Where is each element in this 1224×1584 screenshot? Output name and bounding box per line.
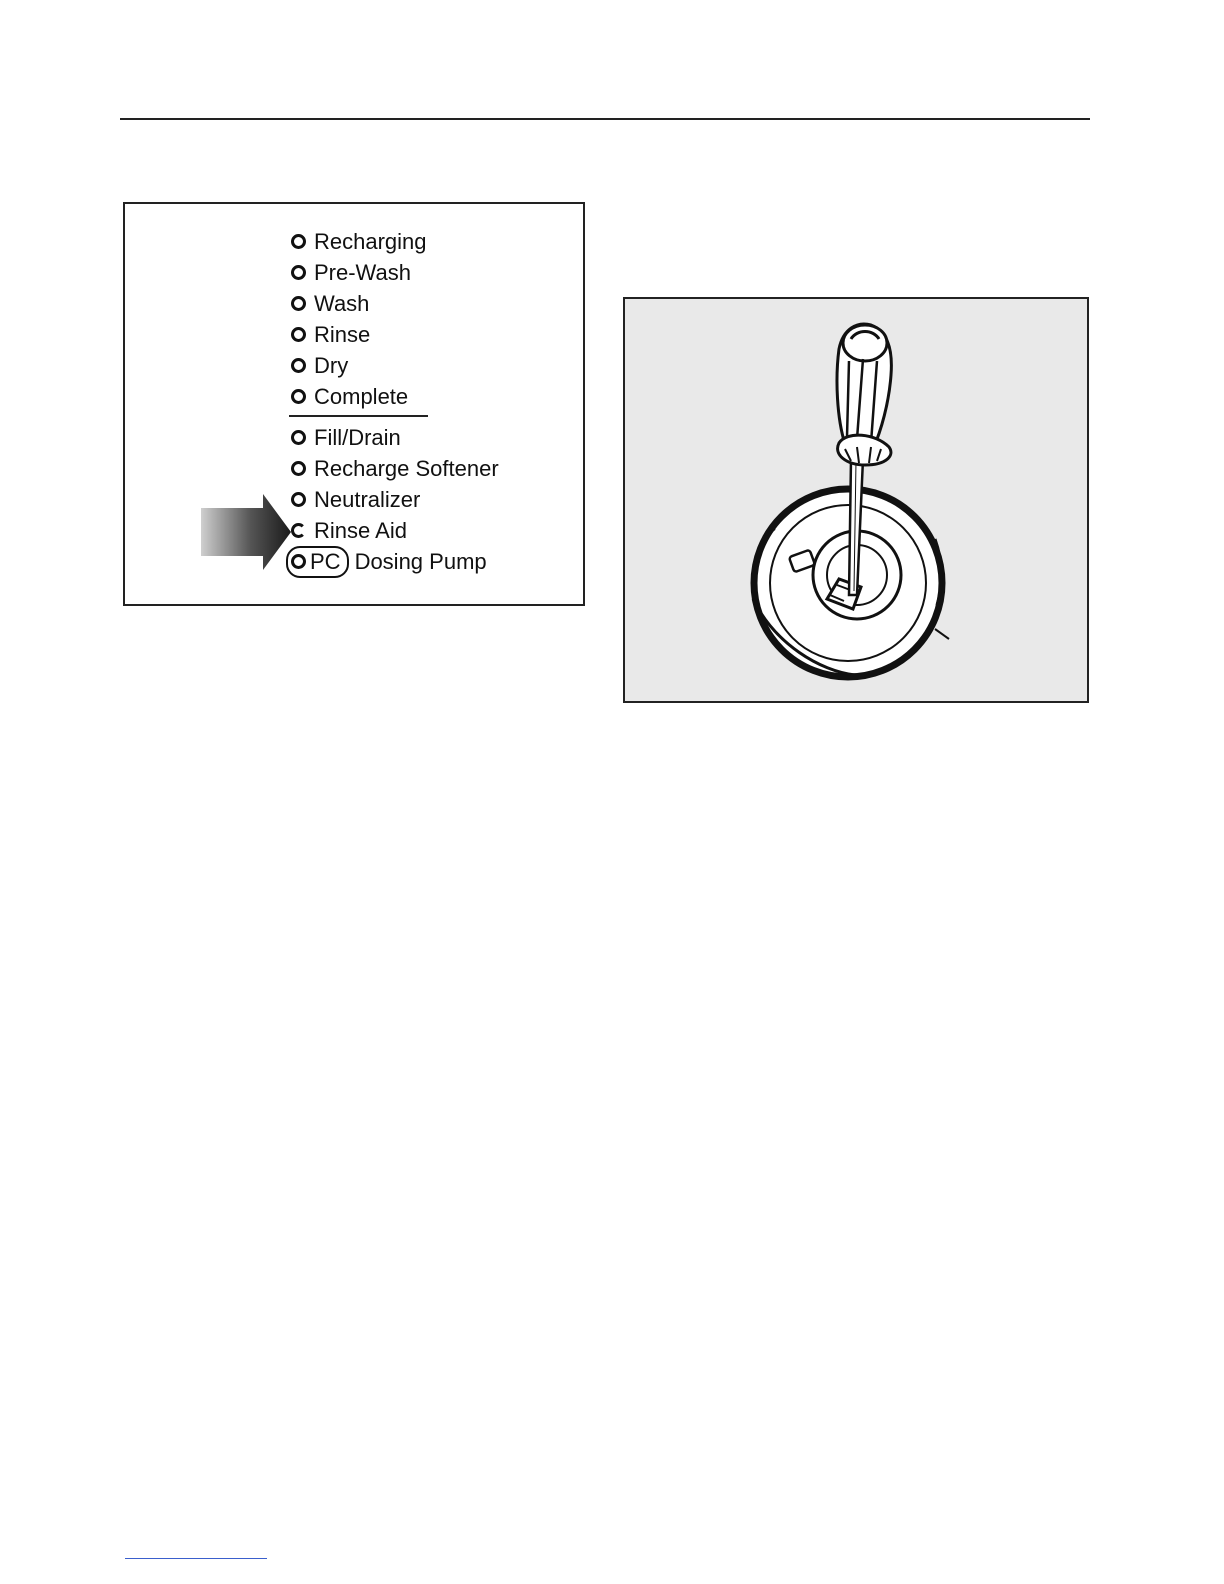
indicator-led-icon — [291, 461, 306, 476]
indicator-group-divider — [289, 415, 428, 417]
indicator-label: Pre-Wash — [314, 259, 411, 285]
footer-link-rule — [125, 1558, 267, 1559]
indicator-led-icon — [291, 389, 306, 404]
indicator-led-icon — [291, 234, 306, 249]
indicator-dosing-pump — [291, 546, 581, 577]
header-rule — [120, 118, 1090, 120]
indicator-label: Wash — [314, 290, 370, 316]
indicator-label: Rinse Aid — [314, 517, 407, 543]
indicator-led-icon — [291, 327, 306, 342]
indicator-label: Complete — [314, 383, 409, 409]
indicator-led-icon — [291, 492, 306, 507]
screwdriver-in-dispenser-cap-icon — [625, 299, 1089, 703]
indicator-led-icon — [291, 358, 306, 373]
indicator-recharging — [291, 226, 581, 257]
indicator-label: Dry — [314, 352, 349, 378]
indicator-label: Fill/Drain — [314, 424, 401, 450]
pc-badge-label: PC — [310, 548, 341, 574]
indicator-label: Dosing Pump — [354, 548, 487, 574]
indicator-label: Recharge Softener — [314, 455, 499, 481]
indicator-label: Recharging — [314, 228, 427, 254]
screwdriver-illustration — [623, 297, 1089, 703]
indicator-rinse-aid — [291, 515, 581, 546]
indicator-wash — [291, 288, 581, 319]
indicator-led-icon — [291, 265, 306, 280]
indicator-recharge-softener — [291, 453, 581, 484]
indicator-label: Neutralizer — [314, 486, 421, 512]
function-indicator-group — [291, 422, 581, 577]
indicator-fill-drain — [291, 422, 581, 453]
indicator-list — [291, 226, 581, 577]
indicator-label: Rinse — [314, 321, 371, 347]
indicator-led-icon — [291, 554, 306, 569]
indicator-led-icon — [291, 296, 306, 311]
indicator-neutralizer — [291, 484, 581, 515]
indicator-panel — [123, 202, 585, 606]
indicator-complete — [291, 381, 581, 412]
pc-badge — [286, 546, 349, 578]
indicator-pre-wash — [291, 257, 581, 288]
indicator-dry — [291, 350, 581, 381]
indicator-led-icon — [291, 523, 306, 538]
indicator-rinse — [291, 319, 581, 350]
indicator-led-icon — [291, 430, 306, 445]
pointer-arrow-icon — [201, 494, 291, 574]
